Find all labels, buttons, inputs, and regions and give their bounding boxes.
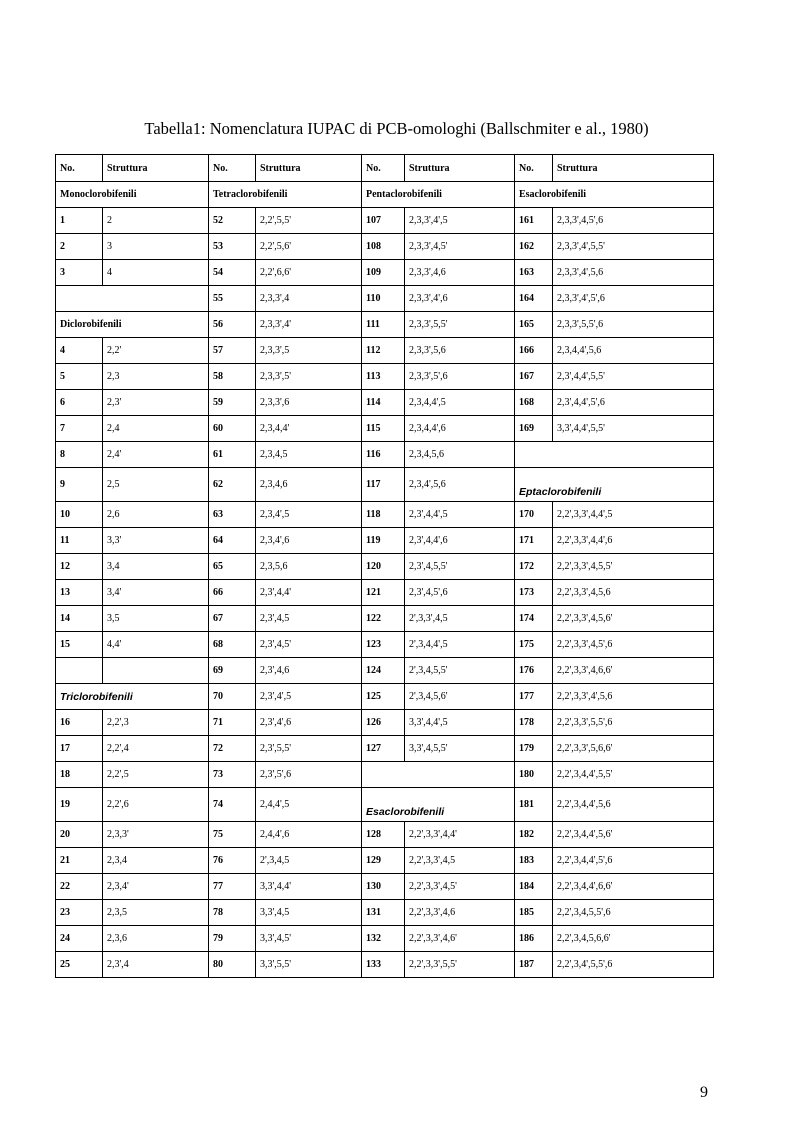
congener-number: 129 xyxy=(362,848,405,874)
header-no: No. xyxy=(209,155,256,182)
congener-structure: 2,2',3,3',4,6,6' xyxy=(553,658,714,684)
congener-number: 171 xyxy=(515,528,553,554)
congener-structure: 2,3,4,4' xyxy=(256,416,362,442)
table-row xyxy=(56,182,714,208)
congener-number: 12 xyxy=(56,554,103,580)
congener-number: 75 xyxy=(209,822,256,848)
congener-number: 182 xyxy=(515,822,553,848)
congener-number: 166 xyxy=(515,338,553,364)
congener-number: 177 xyxy=(515,684,553,710)
congener-structure: 2,3',4,6 xyxy=(256,658,362,684)
congener-structure: 2,3,3',5',6 xyxy=(405,364,515,390)
congener-number: 180 xyxy=(515,762,553,788)
congener-structure: 2,2',3,3',4,4' xyxy=(405,822,515,848)
congener-number: 122 xyxy=(362,606,405,632)
congener-number: 64 xyxy=(209,528,256,554)
congener-structure: 2,3,3',4,5' xyxy=(405,234,515,260)
congener-number: 123 xyxy=(362,632,405,658)
empty-cell xyxy=(103,658,209,684)
congener-number: 65 xyxy=(209,554,256,580)
congener-structure: 3,3',4,5' xyxy=(256,926,362,952)
congener-number: 161 xyxy=(515,208,553,234)
table-row xyxy=(56,234,714,260)
congener-number: 10 xyxy=(56,502,103,528)
congener-structure: 2,3',4',6 xyxy=(256,710,362,736)
congener-structure: 2,3,3',4,5',6 xyxy=(553,208,714,234)
congener-number: 125 xyxy=(362,684,405,710)
congener-number: 175 xyxy=(515,632,553,658)
table-row xyxy=(56,260,714,286)
congener-structure: 2,2',3,3',4,6' xyxy=(405,926,515,952)
congener-structure: 2,3,6 xyxy=(103,926,209,952)
congener-structure: 2,3,4,4',5,6 xyxy=(553,338,714,364)
table-row xyxy=(56,502,714,528)
congener-number: 168 xyxy=(515,390,553,416)
congener-number: 121 xyxy=(362,580,405,606)
congener-structure: 2,3',4',5 xyxy=(256,684,362,710)
congener-structure: 2,3',4,4',5,5' xyxy=(553,364,714,390)
table-row xyxy=(56,312,714,338)
congener-number: 173 xyxy=(515,580,553,606)
congener-number: 55 xyxy=(209,286,256,312)
congener-number: 16 xyxy=(56,710,103,736)
congener-number: 179 xyxy=(515,736,553,762)
congener-number: 69 xyxy=(209,658,256,684)
congener-structure: 2,3',4,4',5',6 xyxy=(553,390,714,416)
congener-structure: 2,3,3',4',5',6 xyxy=(553,286,714,312)
congener-number: 58 xyxy=(209,364,256,390)
empty-cell xyxy=(362,762,515,788)
congener-structure: 2',3,4,5 xyxy=(256,848,362,874)
table-caption: Tabella1: Nomenclatura IUPAC di PCB-omologhi (Ballschmiter e al., 1980) xyxy=(144,119,649,138)
congener-number: 4 xyxy=(56,338,103,364)
congener-structure: 2,2',5 xyxy=(103,762,209,788)
congener-number: 9 xyxy=(56,468,103,502)
congener-structure: 2,3',4,4' xyxy=(256,580,362,606)
congener-structure: 3,4 xyxy=(103,554,209,580)
congener-number: 63 xyxy=(209,502,256,528)
congener-structure: 2,3,4' xyxy=(103,874,209,900)
congener-number: 79 xyxy=(209,926,256,952)
congener-structure: 2,3,3',5,5' xyxy=(405,312,515,338)
table-row xyxy=(56,390,714,416)
congener-structure: 2,2',3,4,4',5',6 xyxy=(553,848,714,874)
congener-number: 119 xyxy=(362,528,405,554)
congener-number: 114 xyxy=(362,390,405,416)
congener-number: 113 xyxy=(362,364,405,390)
congener-structure: 2,3,3',4',5,5' xyxy=(553,234,714,260)
congener-structure: 2,3,3',6 xyxy=(256,390,362,416)
header-no: No. xyxy=(362,155,405,182)
congener-number: 72 xyxy=(209,736,256,762)
congener-structure: 2,3 xyxy=(103,364,209,390)
congener-structure: 2,2',3 xyxy=(103,710,209,736)
congener-structure: 2,2',4 xyxy=(103,736,209,762)
congener-number: 131 xyxy=(362,900,405,926)
congener-number: 60 xyxy=(209,416,256,442)
congener-structure: 2,3',4,5',6 xyxy=(405,580,515,606)
congener-number: 77 xyxy=(209,874,256,900)
table-row xyxy=(56,554,714,580)
congener-structure: 2,3',4,5 xyxy=(256,606,362,632)
table-row xyxy=(56,684,714,710)
congener-structure: 2,3,4',5 xyxy=(256,502,362,528)
congener-number: 109 xyxy=(362,260,405,286)
congener-structure: 2,4,4',6 xyxy=(256,822,362,848)
congener-number: 174 xyxy=(515,606,553,632)
congener-number: 67 xyxy=(209,606,256,632)
congener-structure: 2,2',3,3',5,5' xyxy=(405,952,515,978)
congener-number: 107 xyxy=(362,208,405,234)
congener-number: 167 xyxy=(515,364,553,390)
table-row xyxy=(56,658,714,684)
congener-number: 108 xyxy=(362,234,405,260)
congener-number: 183 xyxy=(515,848,553,874)
congener-structure: 2',3,3',4,5 xyxy=(405,606,515,632)
congener-number: 76 xyxy=(209,848,256,874)
congener-structure: 2,2',5,6' xyxy=(256,234,362,260)
congener-structure: 2,3,4',6 xyxy=(256,528,362,554)
congener-structure: 2,3,3',4,6 xyxy=(405,260,515,286)
congener-structure: 2,2',3,3',5,6,6' xyxy=(553,736,714,762)
congener-structure: 2,3,5,6 xyxy=(256,554,362,580)
table-row xyxy=(56,822,714,848)
congener-number: 133 xyxy=(362,952,405,978)
congener-number: 176 xyxy=(515,658,553,684)
header-struttura: Struttura xyxy=(103,155,209,182)
congener-number: 80 xyxy=(209,952,256,978)
congener-number: 68 xyxy=(209,632,256,658)
table-row xyxy=(56,606,714,632)
congener-number: 124 xyxy=(362,658,405,684)
table-row xyxy=(56,874,714,900)
congener-structure: 2,3,4',5,6 xyxy=(405,468,515,502)
table-row xyxy=(56,926,714,952)
congener-number: 178 xyxy=(515,710,553,736)
header-struttura: Struttura xyxy=(256,155,362,182)
empty-cell xyxy=(515,442,714,468)
congener-number: 5 xyxy=(56,364,103,390)
congener-number: 127 xyxy=(362,736,405,762)
congener-number: 120 xyxy=(362,554,405,580)
table-header xyxy=(56,155,714,182)
group-heading: Esaclorobifenili xyxy=(362,788,515,822)
congener-number: 6 xyxy=(56,390,103,416)
congener-number: 169 xyxy=(515,416,553,442)
congener-structure: 3,3' xyxy=(103,528,209,554)
congener-structure: 2,3',5,5' xyxy=(256,736,362,762)
table-row xyxy=(56,848,714,874)
congener-number: 186 xyxy=(515,926,553,952)
congener-number: 3 xyxy=(56,260,103,286)
congener-structure: 3,3',4,5,5' xyxy=(405,736,515,762)
congener-structure: 2,2',3,3',5,5',6 xyxy=(553,710,714,736)
congener-number: 115 xyxy=(362,416,405,442)
congener-structure: 2,2',3,4,4',5,6 xyxy=(553,788,714,822)
table-row xyxy=(56,710,714,736)
congener-structure: 2',3,4,4',5 xyxy=(405,632,515,658)
congener-number: 70 xyxy=(209,684,256,710)
congener-structure: 2,3,3',4',5,6 xyxy=(553,260,714,286)
congener-structure: 2,3',4,4',5 xyxy=(405,502,515,528)
congener-number: 116 xyxy=(362,442,405,468)
congener-number: 56 xyxy=(209,312,256,338)
congener-number: 73 xyxy=(209,762,256,788)
group-heading: Pentaclorobifenili xyxy=(362,182,515,208)
group-heading: Esaclorobifenili xyxy=(515,182,714,208)
congener-structure: 2,3,4,5 xyxy=(256,442,362,468)
congener-number: 111 xyxy=(362,312,405,338)
congener-structure: 2',3,4,5,6' xyxy=(405,684,515,710)
congener-number: 25 xyxy=(56,952,103,978)
congener-number: 78 xyxy=(209,900,256,926)
table-body xyxy=(56,182,714,978)
congener-number: 17 xyxy=(56,736,103,762)
congener-number: 163 xyxy=(515,260,553,286)
congener-number: 18 xyxy=(56,762,103,788)
congener-number: 20 xyxy=(56,822,103,848)
congener-structure: 2,3',5',6 xyxy=(256,762,362,788)
congener-number: 8 xyxy=(56,442,103,468)
congener-structure: 2,2',3,3',4,5,6' xyxy=(553,606,714,632)
congener-structure: 2,3,5 xyxy=(103,900,209,926)
congener-number: 185 xyxy=(515,900,553,926)
table-row xyxy=(56,528,714,554)
congener-structure: 2,3,4,4',6 xyxy=(405,416,515,442)
table-row xyxy=(56,952,714,978)
congener-structure: 2,3',4,5,5' xyxy=(405,554,515,580)
congener-structure: 3,3',4,4',5 xyxy=(405,710,515,736)
congener-structure: 2,2',3,4,4',5,6' xyxy=(553,822,714,848)
table-row xyxy=(56,442,714,468)
congener-structure: 2,3,3',5,6 xyxy=(405,338,515,364)
congener-number: 170 xyxy=(515,502,553,528)
congener-structure: 2 xyxy=(103,208,209,234)
congener-structure: 2,2',3,4,5,5',6 xyxy=(553,900,714,926)
congener-number: 187 xyxy=(515,952,553,978)
congener-structure: 2,2',3,3',4,6 xyxy=(405,900,515,926)
header-no: No. xyxy=(515,155,553,182)
congener-structure: 2,2',3,3',4,5,6 xyxy=(553,580,714,606)
group-heading: Eptaclorobifenili xyxy=(515,468,714,502)
congener-structure: 2,3',4 xyxy=(103,952,209,978)
congener-number: 165 xyxy=(515,312,553,338)
congener-number: 132 xyxy=(362,926,405,952)
congener-structure: 2,5 xyxy=(103,468,209,502)
table-row xyxy=(56,788,714,822)
table-row xyxy=(56,468,714,502)
congener-structure: 2,3,3',5,5',6 xyxy=(553,312,714,338)
header-no: No. xyxy=(56,155,103,182)
congener-structure: 3,3',4,4',5,5' xyxy=(553,416,714,442)
empty-cell xyxy=(56,658,103,684)
congener-number: 126 xyxy=(362,710,405,736)
congener-structure: 2,4 xyxy=(103,416,209,442)
table-row xyxy=(56,632,714,658)
congener-number: 181 xyxy=(515,788,553,822)
congener-number: 53 xyxy=(209,234,256,260)
congener-number: 71 xyxy=(209,710,256,736)
congener-structure: 2,2',5,5' xyxy=(256,208,362,234)
congener-number: 22 xyxy=(56,874,103,900)
congener-structure: 2,2',6 xyxy=(103,788,209,822)
congener-number: 112 xyxy=(362,338,405,364)
table-row xyxy=(56,208,714,234)
congener-structure: 2,2',3,4,4',5,5' xyxy=(553,762,714,788)
congener-structure: 2,3,4,6 xyxy=(256,468,362,502)
table-row xyxy=(56,338,714,364)
congener-structure: 2,2',3,3',4,5' xyxy=(405,874,515,900)
table-row xyxy=(56,580,714,606)
congener-number: 14 xyxy=(56,606,103,632)
congener-number: 184 xyxy=(515,874,553,900)
table-row xyxy=(56,416,714,442)
congener-number: 130 xyxy=(362,874,405,900)
table-row xyxy=(56,762,714,788)
congener-structure: 2,3,3',4',5 xyxy=(405,208,515,234)
header-struttura: Struttura xyxy=(553,155,714,182)
congener-number: 172 xyxy=(515,554,553,580)
group-heading: Diclorobifenili xyxy=(56,312,209,338)
congener-structure: 2,2',3,4',5,5',6 xyxy=(553,952,714,978)
congener-structure: 2,2',6,6' xyxy=(256,260,362,286)
congener-number: 118 xyxy=(362,502,405,528)
congener-structure: 3 xyxy=(103,234,209,260)
congener-structure: 2,3,3',5 xyxy=(256,338,362,364)
table-row xyxy=(56,736,714,762)
table-row xyxy=(56,364,714,390)
congener-number: 21 xyxy=(56,848,103,874)
congener-structure: 4 xyxy=(103,260,209,286)
congener-number: 23 xyxy=(56,900,103,926)
congener-structure: 2,2',3,4,5,6,6' xyxy=(553,926,714,952)
congener-number: 164 xyxy=(515,286,553,312)
congener-number: 61 xyxy=(209,442,256,468)
table-row xyxy=(56,900,714,926)
congener-number: 2 xyxy=(56,234,103,260)
congener-structure: 2,3,4,4',5 xyxy=(405,390,515,416)
congener-number: 62 xyxy=(209,468,256,502)
congener-structure: 2,3',4,4',6 xyxy=(405,528,515,554)
congener-structure: 2,4' xyxy=(103,442,209,468)
pcb-nomenclature-table xyxy=(55,154,714,978)
congener-structure: 3,4' xyxy=(103,580,209,606)
header-struttura: Struttura xyxy=(405,155,515,182)
congener-number: 57 xyxy=(209,338,256,364)
congener-number: 7 xyxy=(56,416,103,442)
congener-number: 13 xyxy=(56,580,103,606)
congener-number: 110 xyxy=(362,286,405,312)
group-heading: Triclorobifenili xyxy=(56,684,209,710)
congener-structure: 2,2',3,3',4,4',5 xyxy=(553,502,714,528)
group-heading: Tetraclorobifenili xyxy=(209,182,362,208)
congener-structure: 2,3,3',4 xyxy=(256,286,362,312)
congener-number: 162 xyxy=(515,234,553,260)
congener-number: 24 xyxy=(56,926,103,952)
group-heading: Monoclorobifenili xyxy=(56,182,209,208)
congener-structure: 2,2',3,3',4,4',6 xyxy=(553,528,714,554)
congener-structure: 3,5 xyxy=(103,606,209,632)
congener-structure: 2,3,3',4' xyxy=(256,312,362,338)
congener-structure: 2,2',3,3',4,5',6 xyxy=(553,632,714,658)
congener-structure: 2,2',3,3',4,5,5' xyxy=(553,554,714,580)
congener-number: 1 xyxy=(56,208,103,234)
congener-number: 74 xyxy=(209,788,256,822)
congener-structure: 2',3,4,5,5' xyxy=(405,658,515,684)
congener-structure: 2,6 xyxy=(103,502,209,528)
congener-structure: 3,3',4,5 xyxy=(256,900,362,926)
congener-structure: 2,3',4,5' xyxy=(256,632,362,658)
congener-number: 66 xyxy=(209,580,256,606)
congener-structure: 2,3,4 xyxy=(103,848,209,874)
congener-structure: 3,3',5,5' xyxy=(256,952,362,978)
congener-structure: 2,3' xyxy=(103,390,209,416)
congener-number: 128 xyxy=(362,822,405,848)
congener-number: 59 xyxy=(209,390,256,416)
congener-structure: 2,3,4,5,6 xyxy=(405,442,515,468)
congener-structure: 2,3,3',5' xyxy=(256,364,362,390)
congener-number: 11 xyxy=(56,528,103,554)
congener-structure: 2,4,4',5 xyxy=(256,788,362,822)
congener-number: 15 xyxy=(56,632,103,658)
page-number: 9 xyxy=(700,1084,708,1101)
congener-structure: 2,3,3' xyxy=(103,822,209,848)
congener-structure: 2,2' xyxy=(103,338,209,364)
congener-number: 52 xyxy=(209,208,256,234)
congener-number: 54 xyxy=(209,260,256,286)
empty-cell xyxy=(56,286,209,312)
congener-structure: 2,2',3,3',4,5 xyxy=(405,848,515,874)
congener-structure: 2,3,3',4',6 xyxy=(405,286,515,312)
congener-number: 19 xyxy=(56,788,103,822)
congener-structure: 2,2',3,4,4',6,6' xyxy=(553,874,714,900)
congener-number: 117 xyxy=(362,468,405,502)
congener-structure: 3,3',4,4' xyxy=(256,874,362,900)
congener-structure: 4,4' xyxy=(103,632,209,658)
table-row xyxy=(56,286,714,312)
congener-structure: 2,2',3,3',4',5,6 xyxy=(553,684,714,710)
